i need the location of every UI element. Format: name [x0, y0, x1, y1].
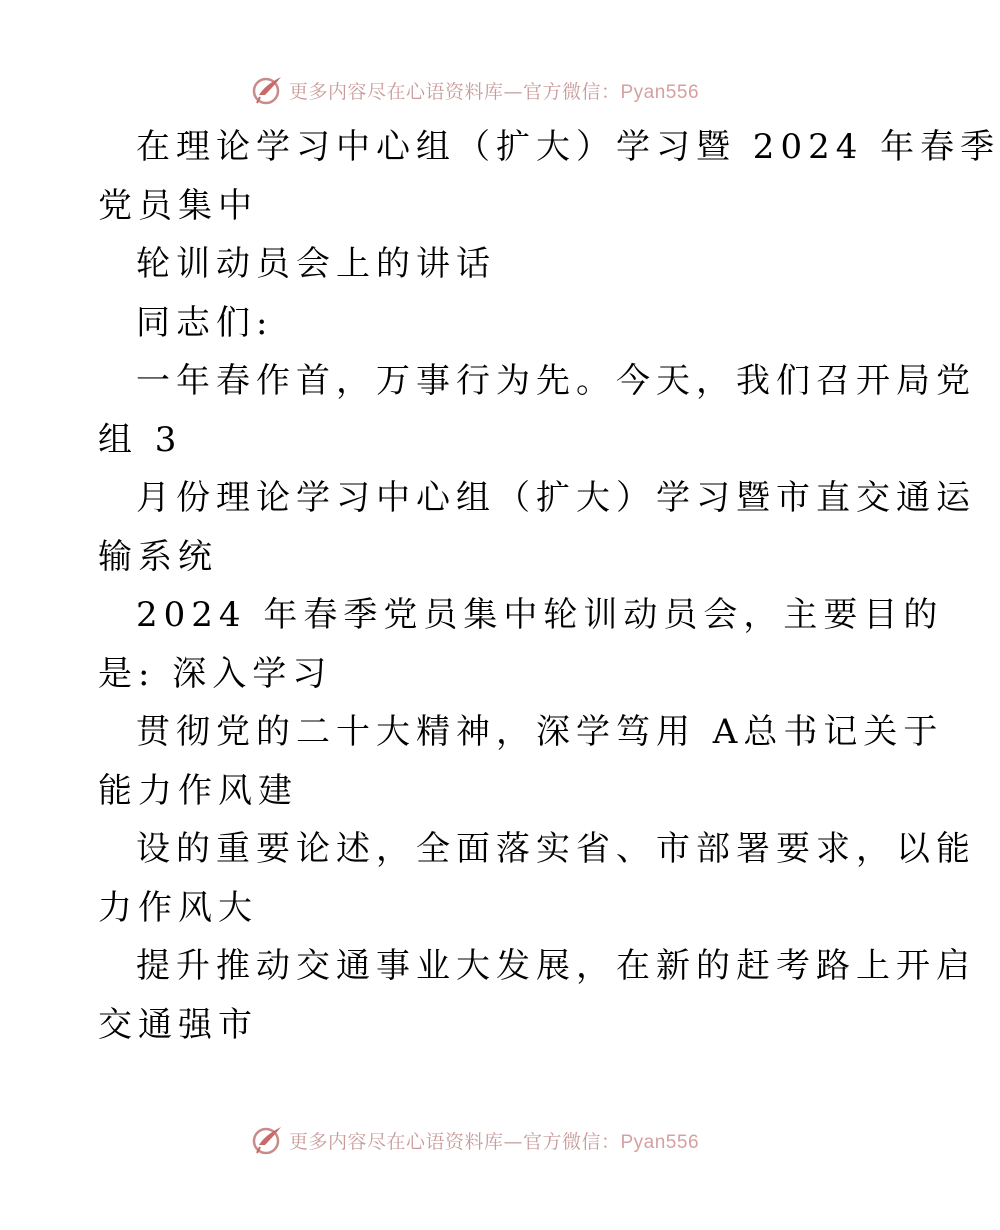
document-line: 轮训动员会上的讲话 — [136, 244, 496, 284]
document-line: 在理论学习中心组（扩大）学习暨 2024 年春季 — [136, 127, 1000, 167]
watermark-label: 官方微信： — [522, 80, 621, 103]
watermark-main: 更多内容尽在心语资料库 — [288, 80, 504, 103]
watermark-id: Pyan556 — [620, 81, 700, 103]
watermark-text — [289, 1127, 699, 1154]
document-line: 一年春作首，万事行为先。今天，我们召开局党 — [136, 361, 976, 401]
watermark-main: 更多内容尽在心语资料库 — [288, 1130, 504, 1153]
footer-watermark — [0, 1120, 950, 1160]
watermark-id: Pyan556 — [620, 1131, 700, 1153]
document-line: 组 3 — [98, 419, 183, 460]
document-line: 党员集中 — [98, 185, 258, 226]
document-line: 月份理论学习中心组（扩大）学习暨市直交通运 — [136, 478, 976, 518]
watermark-separator: — — [503, 1130, 523, 1153]
document-line: 2024 年春季党员集中轮训动员会，主要目的 — [136, 595, 944, 635]
quill-logo-icon — [251, 73, 285, 107]
watermark-separator: — — [503, 80, 523, 103]
watermark-label: 官方微信： — [522, 1130, 621, 1153]
document-line: 贯彻党的二十大精神，深学笃用 A总书记关于 — [136, 712, 944, 752]
document-line: 能力作风建 — [98, 770, 298, 811]
document-line: 设的重要论述，全面落实省、市部署要求，以能 — [136, 829, 976, 869]
quill-logo-icon — [251, 1123, 285, 1157]
watermark-text — [289, 77, 699, 104]
document-line: 力作风大 — [98, 887, 258, 928]
document-line: 提升推动交通事业大发展，在新的赶考路上开启 — [136, 946, 976, 986]
document-line: 输系统 — [98, 536, 218, 577]
header-watermark — [0, 70, 950, 110]
document-body — [98, 118, 1000, 1054]
document-line: 是: 深入学习 — [98, 653, 333, 694]
document-line: 交通强市 — [98, 1004, 258, 1045]
document-line: 同志们: — [136, 302, 274, 343]
